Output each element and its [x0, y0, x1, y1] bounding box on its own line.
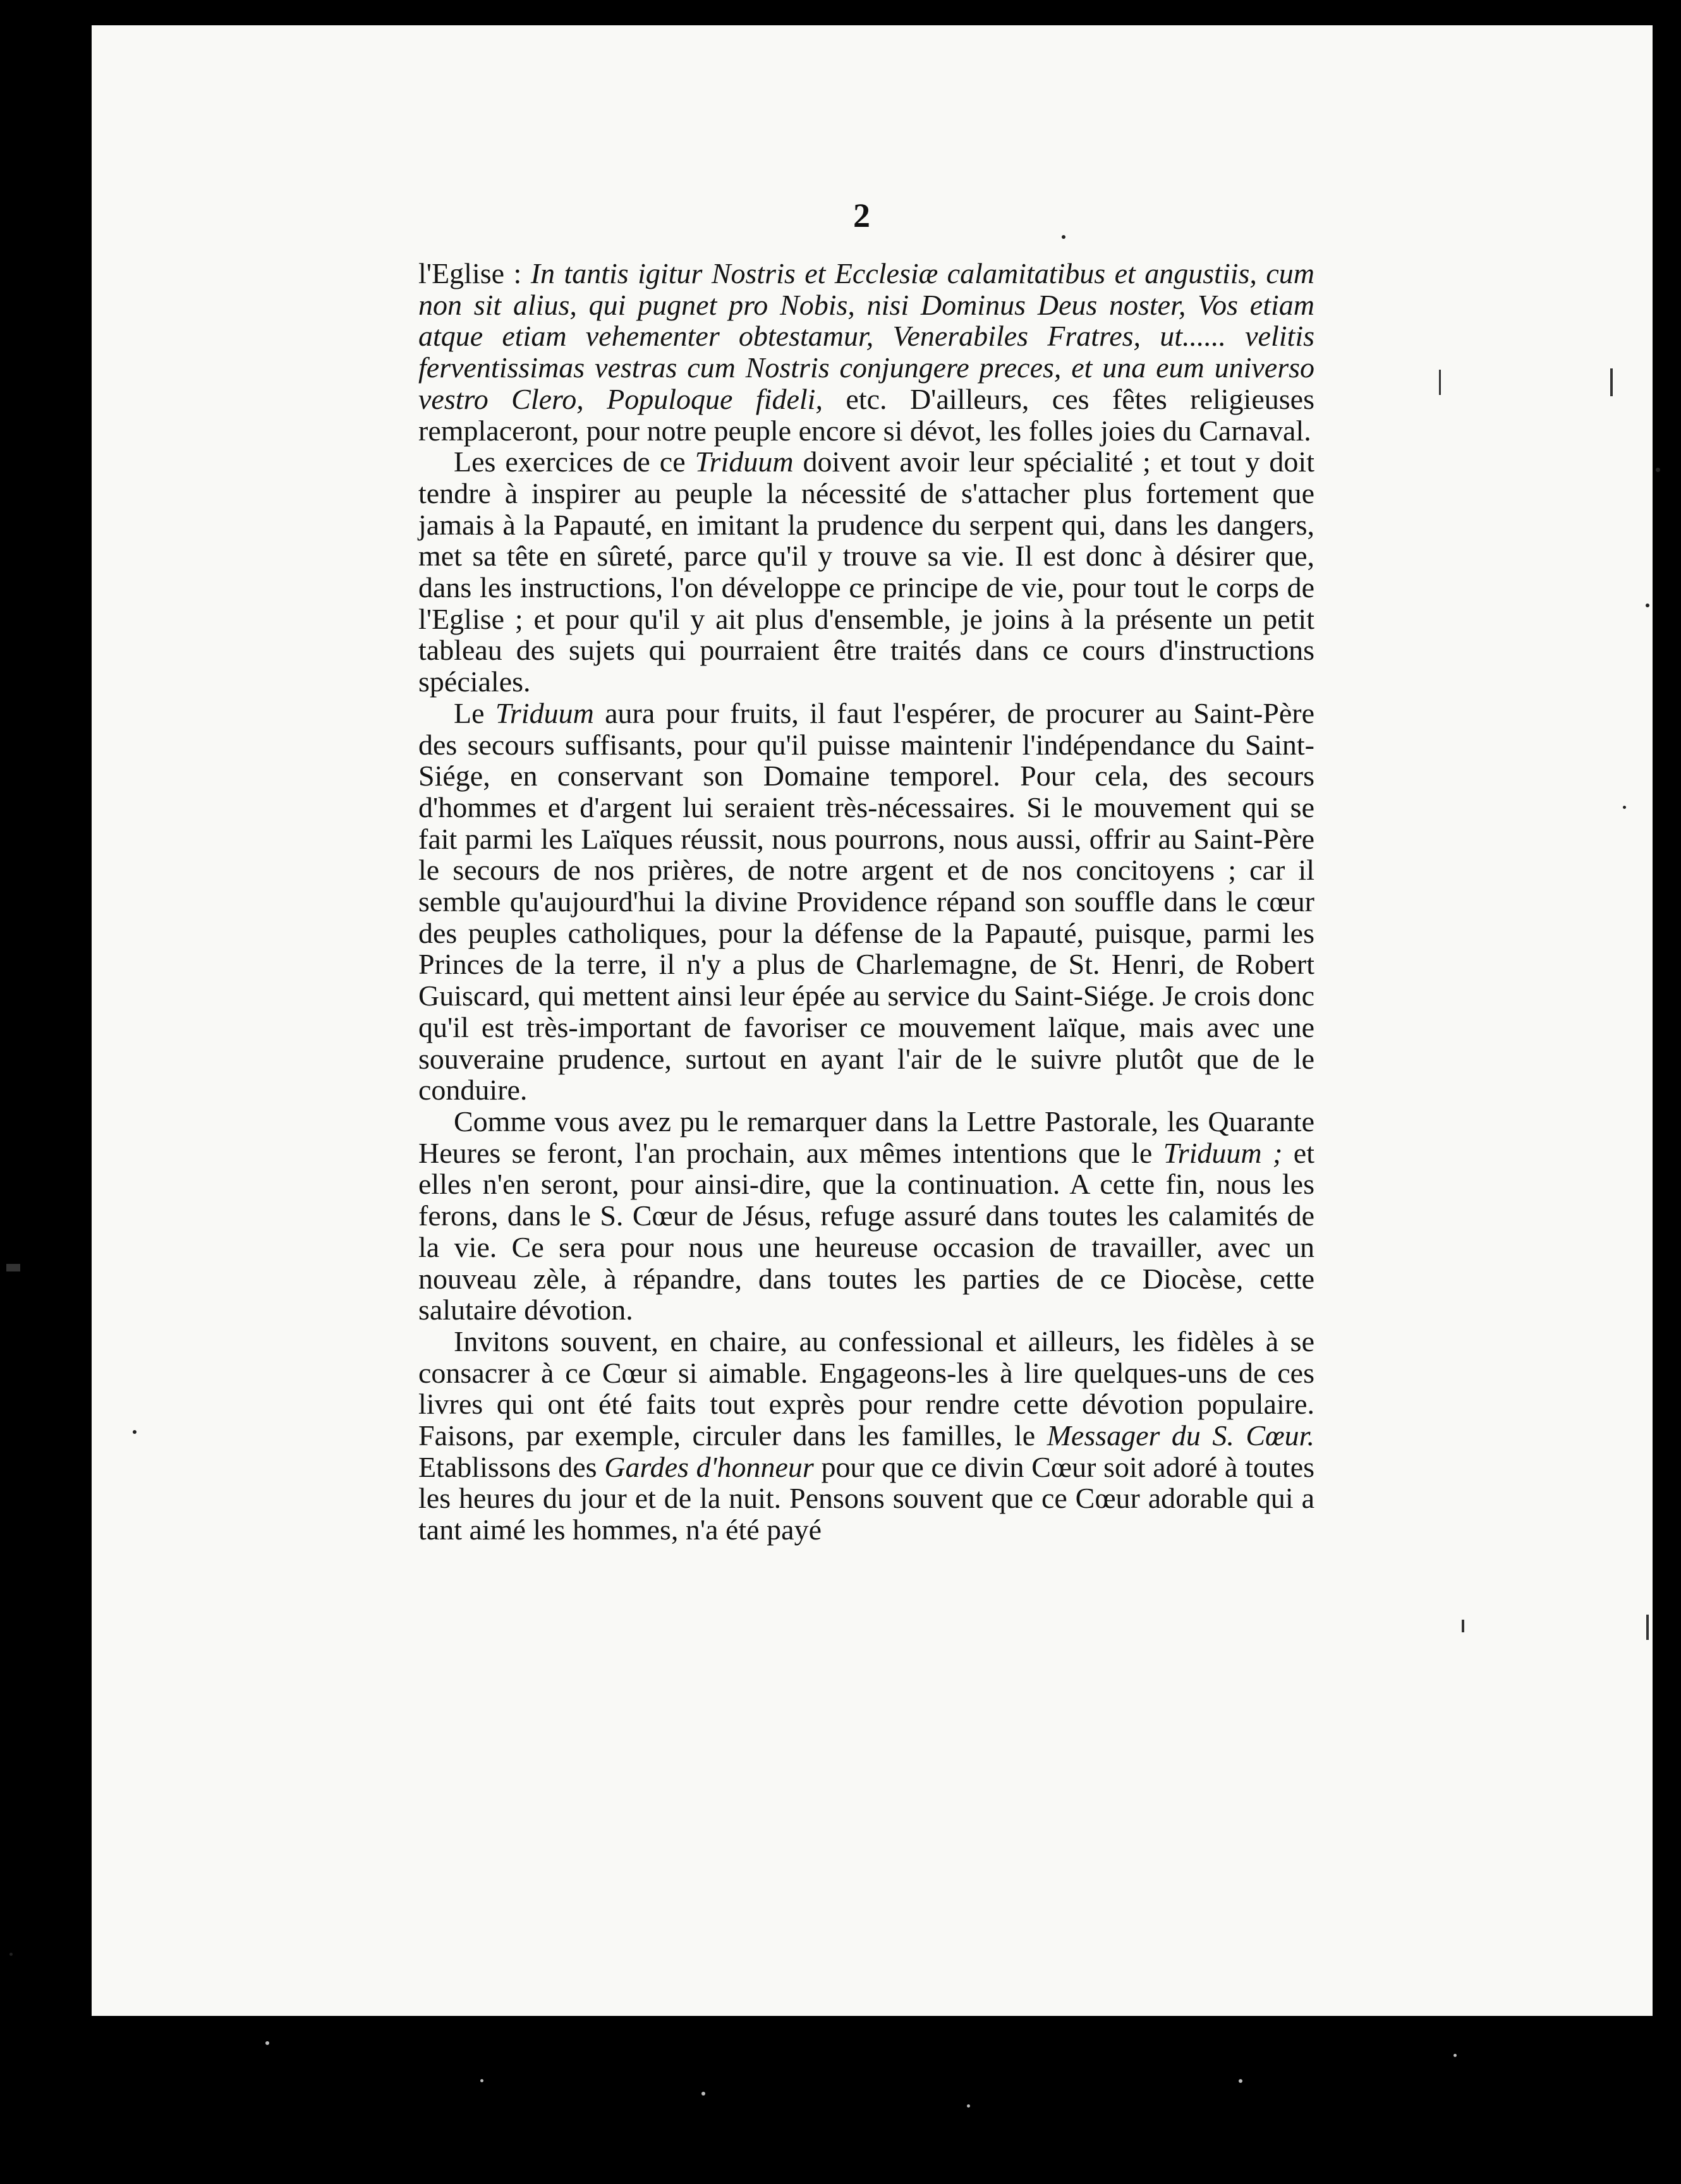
text-run: l'Eglise :	[418, 257, 531, 289]
paragraph	[418, 1326, 1314, 1546]
text-run: doivent avoir leur spécialité ; et tout y doit tendre à inspirer au peuple la nécessité de s'attacher plus fortement que jamais à la Papauté, en imitant la prudence du serpent qui, dans les dangers, met sa tête en sûreté, parce qu'il y trouve sa vie. Il est donc à désirer que, dans les instructions, l'on développe ce principe de vie, pour tout le corps de l'Eglise ; et pour qu'il y ait plus d'ensemble, je joins à la présente un petit tableau des sujets qui pourraient être traités dans ce cours d'instructions spéciales.	[418, 446, 1314, 698]
italic-text: In tantis igitur Nostris et Ecclesiæ calamitatibus et angustiis, cum non sit alius, qui pugnet pro Nobis, nisi Dominus Deus noster, Vos etiam atque etiam vehementer obtestamur, Venerabiles Fratres, ut...... velitis ferventissimas vestras cum Nostris conjungere preces, et una eum universo vestro Clero, Populoque fideli,	[418, 257, 1314, 415]
paragraph	[418, 446, 1314, 698]
scan-dust	[1453, 2054, 1457, 2057]
italic-text: Triduum	[495, 696, 594, 729]
text-run: Comme vous avez pu le remarquer dans la Lettre Pastorale, les Quarante Heures se feront, l'an prochain, aux mêmes intentions que le	[418, 1105, 1314, 1169]
scan-dust	[967, 2104, 970, 2108]
paragraph	[418, 698, 1314, 1106]
text-run: Etablissons des	[418, 1450, 605, 1483]
italic-text: Messager du S. Cœur.	[1047, 1419, 1314, 1452]
scan-speck	[1646, 604, 1649, 607]
scan-speck	[1656, 468, 1660, 472]
text-run: aura pour fruits, il faut l'espérer, de procurer au Saint-Père des secours suffisants, pour qu'il puisse maintenir l'indépendance du Saint-Siége, en conservant son Domaine temporel. Pour cela, des secours d'hommes et d'argent lui seraient très-nécessaires. Si le mouvement qui se fait parmi les Laïques réussit, nous pourrons, nous aussi, offrir au Saint-Père le secours de nos prières, de notre argent et de nos concitoyens ; car il semble qu'aujourd'hui la divine Providence répand son souffle dans le cœur des peuples catholiques, pour la défense de la Papauté, puisque, parmi les Princes de la terre, il n'y a plus de Charlemagne, de St. Henri, de Robert Guiscard, qui mettent ainsi leur épée au service du Saint-Siége. Je crois donc qu'il est très-important de favoriser ce mouvement laïque, mais avec une souveraine prudence, surtout en ayant l'air de le suivre plutôt que de le conduire.	[418, 696, 1315, 1107]
scan-speck	[133, 1430, 137, 1434]
italic-text: Triduum	[695, 446, 794, 478]
scan-mark	[1462, 1620, 1464, 1632]
scan-speck	[1623, 806, 1626, 809]
scan-dust	[1239, 2079, 1242, 2083]
scan-mark	[1439, 370, 1441, 395]
paragraph	[418, 258, 1314, 446]
text-run: etc. D'ailleurs, ces fêtes religieuses remplaceront, pour notre peuple encore si dévot, les folles joies du Carnaval.	[418, 382, 1314, 447]
scan-dust	[265, 2041, 269, 2045]
italic-text: Gardes d'honneur	[604, 1450, 814, 1483]
text-run: et elles n'en seront, pour ainsi-dire, que la continuation. A cette fin, nous les ferons, dans le S. Cœur de Jésus, refuge assuré dans toutes les calamités de la vie. Ce sera pour nous une heureuse occasion de travailler, avec un nouveau zèle, à répandre, dans toutes les parties de ce Diocèse, cette salutaire dévotion.	[418, 1136, 1314, 1326]
text-run: Les exercices de ce	[454, 446, 695, 478]
text-run: pour que ce divin Cœur soit adoré à toutes les heures du jour et de la nuit. Pensons souvent que ce Cœur adorable qui a tant aimé les hommes, n'a été payé	[418, 1450, 1315, 1546]
paragraph	[418, 1106, 1314, 1326]
scan-dust	[701, 2092, 705, 2096]
text-run: Le	[454, 696, 495, 729]
scan-mark	[1646, 1615, 1649, 1640]
italic-text: Triduum ;	[1163, 1136, 1283, 1169]
scan-dust	[480, 2079, 483, 2082]
scan-speck	[9, 1953, 13, 1956]
scan-speck	[1062, 235, 1065, 239]
text-run: Invitons souvent, en chaire, au confessional et ailleurs, les fidèles à se consacrer à ce Cœur si aimable. Engageons-les à lire quelques-uns de ces livres qui ont été faits tout exprès pour rendre cette dévotion populaire. Faisons, par exemple, circuler dans les familles, le	[418, 1325, 1314, 1452]
scan-mark	[6, 1264, 20, 1271]
body-text	[418, 258, 1314, 1546]
scan-mark	[1610, 368, 1613, 396]
page-number: 2	[853, 197, 870, 234]
